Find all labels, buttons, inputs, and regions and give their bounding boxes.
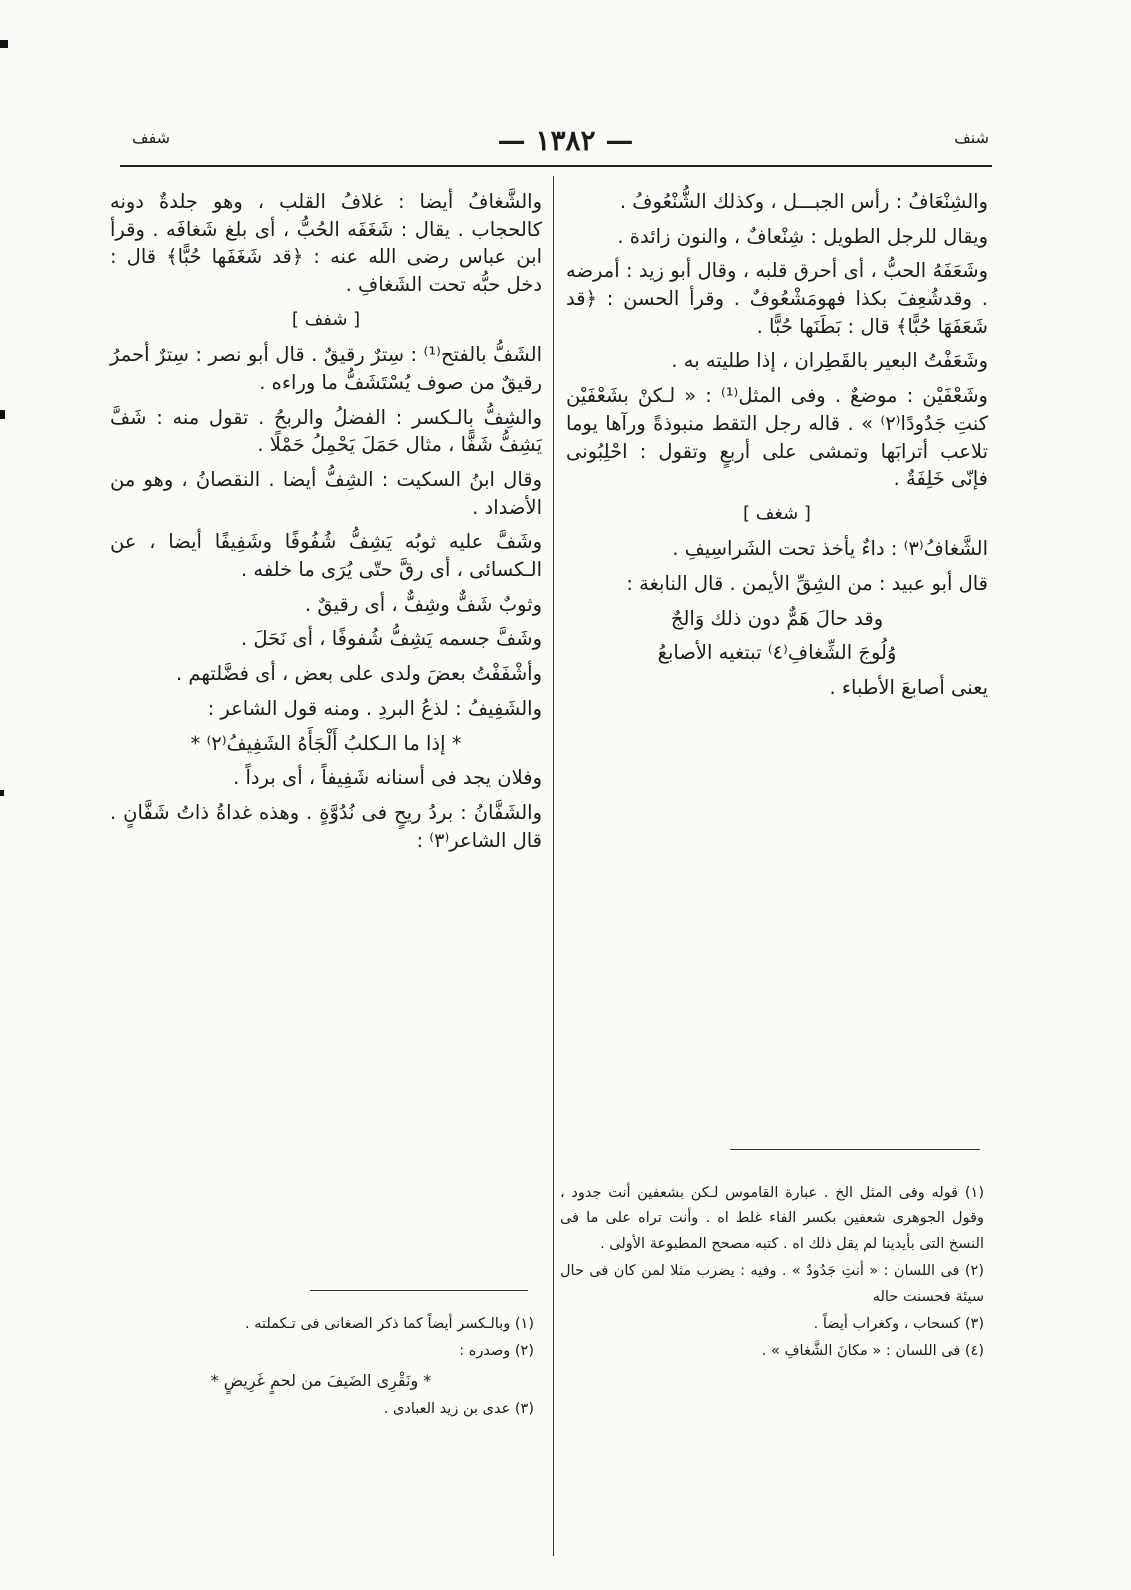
entry-paragraph: والشِفُّ بالـكسر : الفضلُ والربحُ . تقول منه : شَفَّ يَشِفُّ شَفًّا ، مثال حَمَلَ يَحْمِلُ حَمْلًا . [110, 405, 542, 457]
entry-paragraph: وشَعْفَيْن : موضعٌ . وفى المثل⁽¹⁾ : « لـكنْ بشَعْفَيْن كنتِ جَدُودًا⁽٢⁾ » . قاله رجل التقط منبوذةً ورآها يوما تلاعب أترابَها وتمشى على أربعٍ وتقول : احْلِبُونى فإنّى خَلِفَةٌ . [566, 384, 988, 491]
right-footnotes [560, 1181, 984, 1367]
entry-paragraph: والشِنْعَافُ : رأس الجبـــل ، وكذلك الشُّنْعُوفُ . [619, 190, 988, 213]
scan-speck [0, 790, 4, 796]
verse-line: وُلُوجَ الشِّغافِ⁽٤⁾ تبتغيه الأصابعُ [657, 641, 897, 665]
footnote: (٢) وصدره : [459, 1343, 534, 1360]
entry-paragraph: وفلان يجد فى أسنانه شَفِيفاً ، أى برداً . [233, 766, 542, 790]
footnote: (٤) فى اللسان : « مكانَ الشَّغافِ » . [761, 1343, 984, 1360]
column-separator [553, 176, 554, 1556]
entry-paragraph: وشَعَفَهُ الحبُّ ، أى أحرق قلبه ، وقال أبو زيد : أمرضه . وقدشُعِفَ بكذا فهومَشْعُوفٌ . وقرأ الحسن : ﴿قد شَعَفَهَا حُبًّا﴾ قال : بَطَنَها حُبًّا . [566, 259, 988, 338]
entry-paragraph: وقال ابنُ السكيت : الشِفُّ أيضا . النقصانُ ، وهو من الأضداد . [110, 468, 542, 519]
header-root-left: شفف [132, 128, 171, 147]
footnote: (٢) فى اللسان : « أنتِ جَدُودٌ » . وفيه : يضرب مثلا لمن كان فى حال سيئة فحسنت حاله [560, 1263, 984, 1305]
footnote: (٣) عدى بن زيد العبادى . [383, 1400, 534, 1417]
footnote-verse: * ونَقْرِى الضَيفَ من لحمٍ غَرِيضٍ * [210, 1370, 432, 1390]
entry-paragraph: وشَعَفْتُ البعير بالقَطِران ، إذا طليته به . [671, 349, 988, 373]
entry-paragraph: وشَفَّ جسمه يَشِفُّ شُفوفًا ، أى نَحَلَ . [240, 627, 542, 651]
verse-line: * إذا ما الـكلبُ أَلْجَأَهُ الشَفِيفُ⁽٢⁾ * [190, 731, 462, 755]
footnote: (٣) كسحاب ، وكغراب أيضاً . [813, 1315, 984, 1332]
section-heading: [ شفف ] [291, 308, 361, 330]
footnote: (١) قوله وفى المثل الخ . عبارة القاموس لـكن بشعفين أنت جدود ، وقول الجوهرى شعفين بكسر الفاء غلط اه . وأنت تراه على ما فى النسخ التى بأيدينا لم يقل ذلك اه . كتبه مصحح المطبوعة الأولى . [560, 1185, 984, 1252]
entry-paragraph: الشَفُّ بالفتح⁽¹⁾ : سِترٌ رقيقٌ . قال أبو نصر : سِترٌ أحمرُ رقيقٌ من صوف يُسْتَشَفُّ ما وراءه . [110, 343, 542, 394]
verse-line: وقد حالَ هَمٌّ دون ذلك وَالجٌ [670, 606, 884, 630]
footnote-rule [310, 1290, 528, 1291]
footnote-rule [730, 1149, 980, 1150]
entry-paragraph: الشَّغافُ⁽٣⁾ : داءٌ يأخذ تحت الشَراسِيفِ . [672, 537, 988, 561]
left-column [110, 188, 542, 861]
entry-paragraph: وأشْفَفْتُ بعضَ ولدى على بعض ، أى فضَّلتهم . [176, 662, 542, 686]
entry-paragraph: وشَفَّ عليه ثوبُه يَشِفُّ شُفُوفًا وشَفِيفًا أيضا ، عن الـكسائى ، أى رقَّ حتّى يُرَى ما خلفه . [110, 530, 542, 582]
scan-speck [0, 40, 8, 48]
header-rule [120, 165, 992, 167]
entry-paragraph: يعنى أصابعَ الأطباء . [829, 676, 988, 700]
entry-paragraph: وثوبٌ شَفٌّ وشِفٌّ ، أى رقيقٌ . [305, 592, 542, 616]
section-heading: [ شغف ] [743, 502, 811, 524]
entry-paragraph: والشَّغافُ أيضا : غلافُ القلب ، وهو جلدةٌ دونه كالحجاب . يقال : شَغَفَه الحُبُّ ، أى بلغ شَغافَه . وقرأ ابن عباس رضى الله عنه : ﴿قد شَغَفَها حُبًّا﴾ قال : دخل حبُّه تحت الشَغافِ . [110, 190, 542, 297]
page-number: — ١٣٨٢ — [497, 124, 634, 157]
entry-paragraph: والشَفَّانُ : بردُ ريحٍ فى نُدُوَّةٍ . وهذه غداةُ ذاتُ شَفَّانٍ . قال الشاعر⁽٣⁾ : [110, 800, 542, 852]
entry-paragraph: قال أبو عبيد : من الشِقِّ الأيمن . قال النابغة : [626, 572, 988, 596]
scan-speck [0, 410, 5, 419]
entry-paragraph: والشَفِيفُ : لذعُ البردِ . ومنه قول الشاعر : [207, 696, 542, 720]
left-footnotes [108, 1312, 534, 1424]
header-root-right: شنف [954, 128, 989, 147]
right-column [566, 188, 988, 709]
entry-paragraph: ويقال للرجل الطويل : شِنْعافٌ ، والنون زائدة . [617, 224, 988, 248]
footnote: (١) وبالـكسر أيضاً كما ذكر الصغانى فى تـكملته . [245, 1316, 534, 1332]
